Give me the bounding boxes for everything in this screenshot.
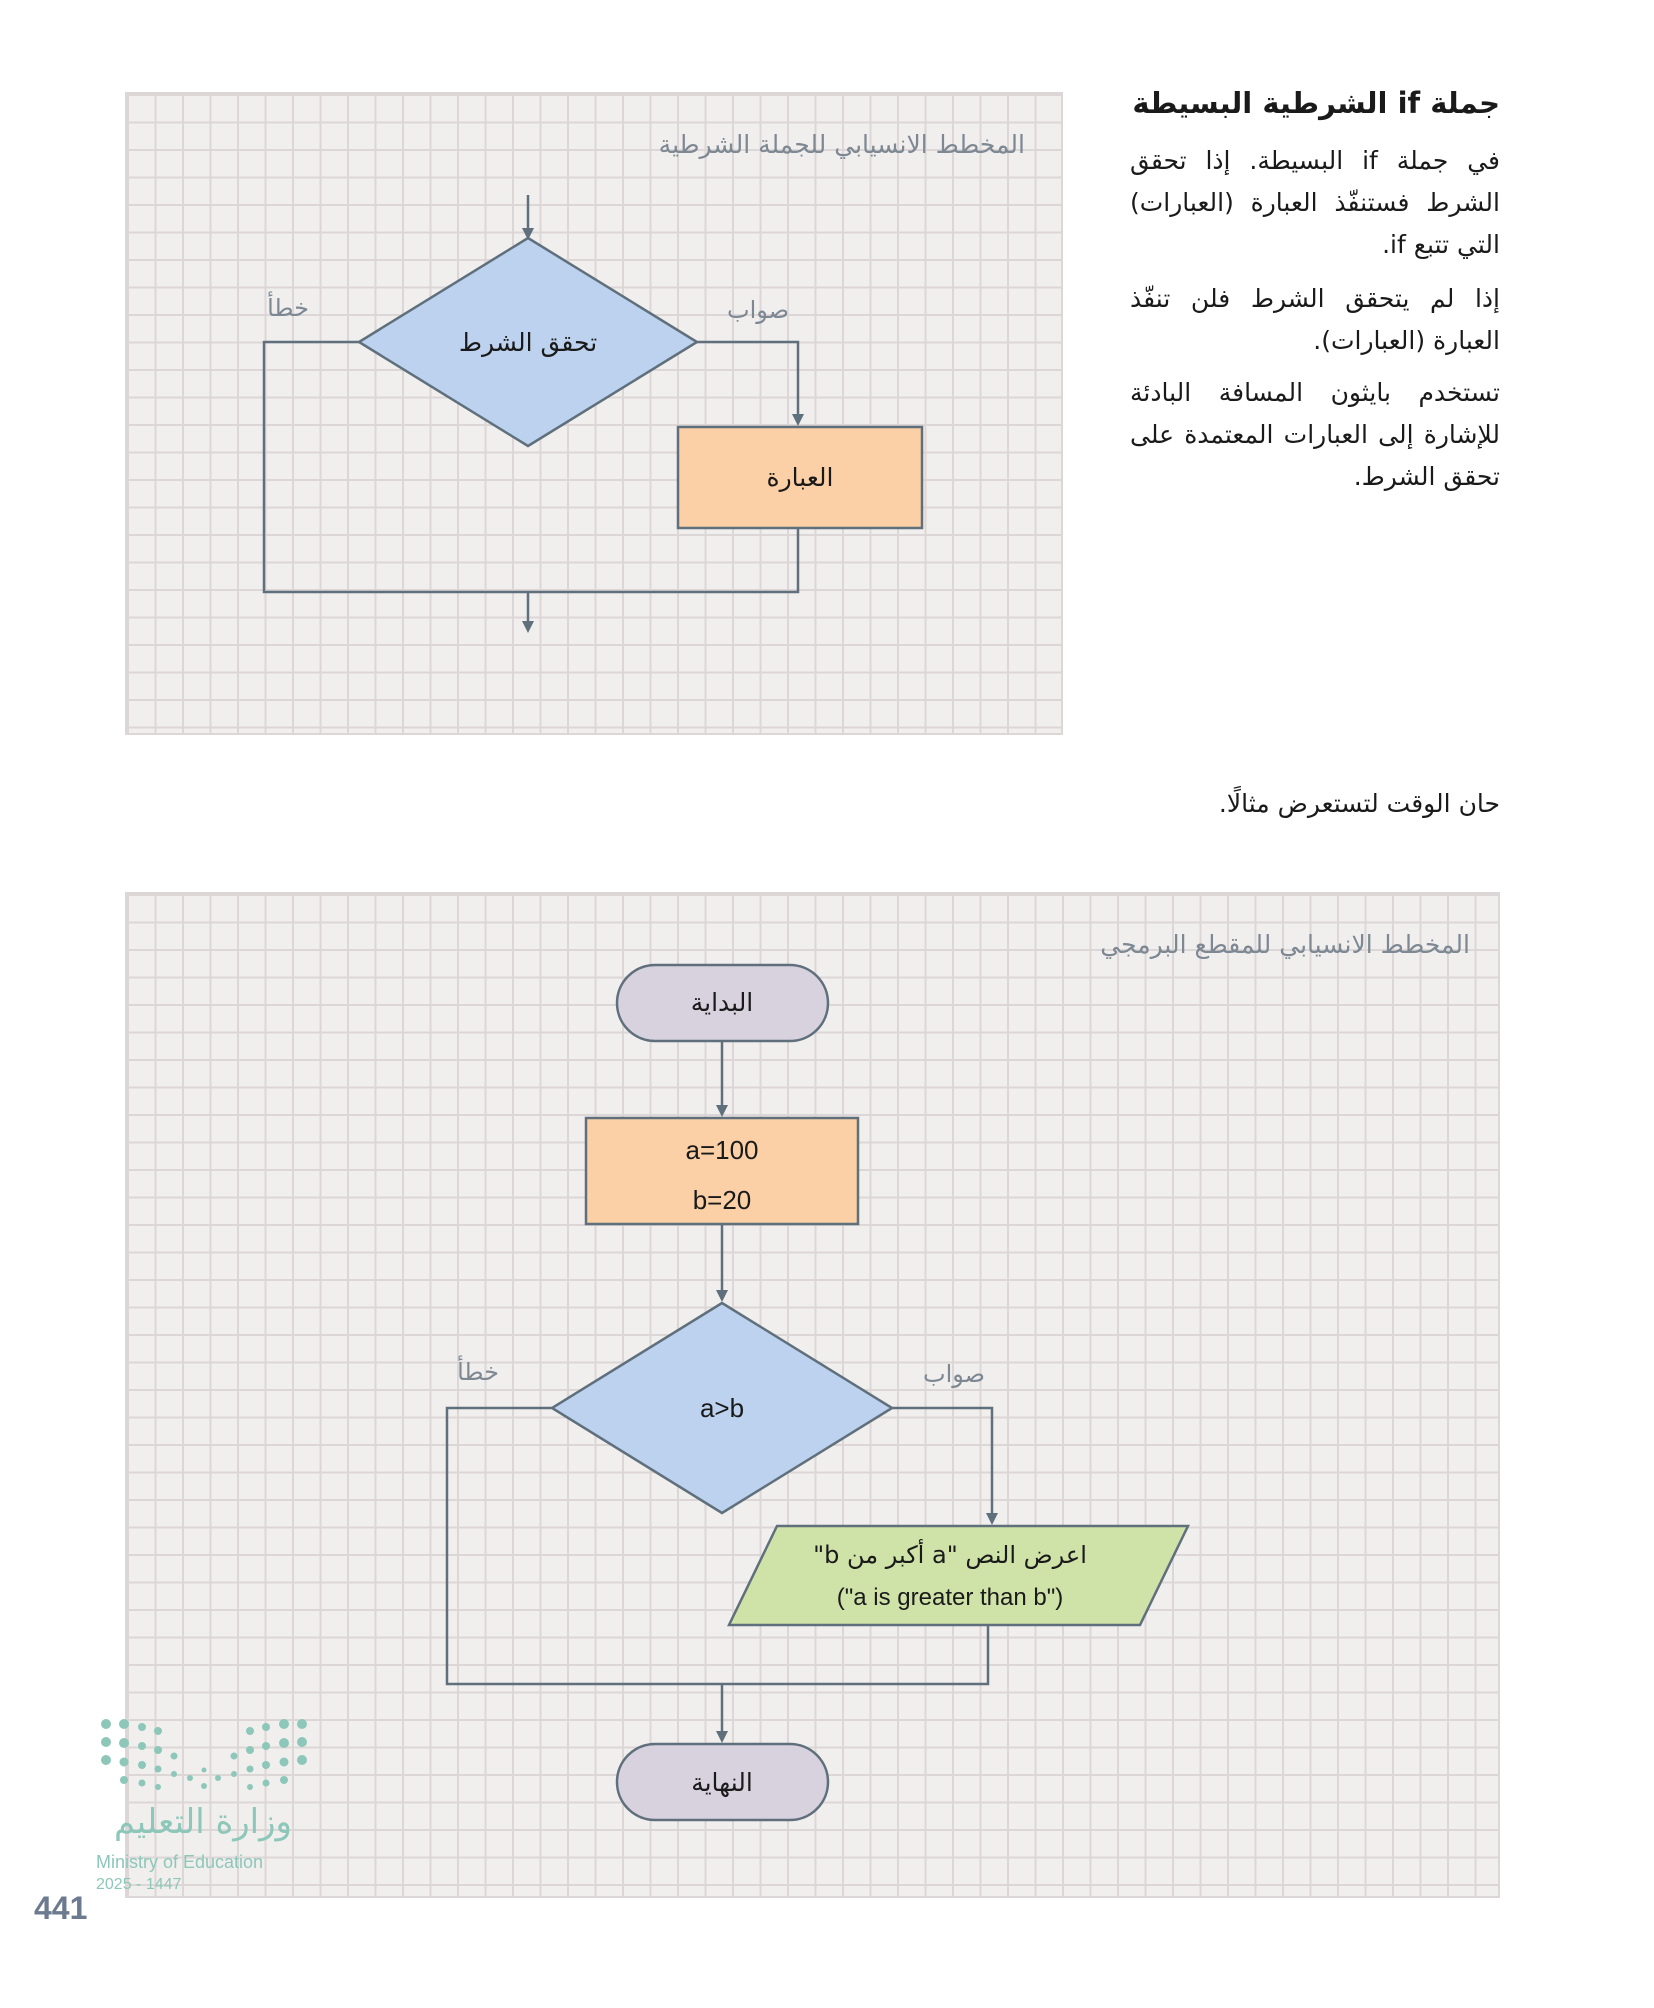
fc1-statement-text: العبارة bbox=[766, 463, 834, 492]
logo-year: 2025 - 1447 bbox=[96, 1876, 182, 1893]
flowchart2 bbox=[447, 965, 1188, 1820]
paragraph-2: إذا لم يتحقق الشرط فلن تنفّذ العبارة (العبارات). bbox=[1130, 284, 1500, 355]
fc1-true-connector bbox=[697, 342, 798, 420]
logo-english-text: Ministry of Education bbox=[96, 1852, 264, 1872]
fc2-false-label: خطأ bbox=[457, 1358, 499, 1386]
fc2-true-label: صواب bbox=[922, 1360, 986, 1388]
fc1-true-label: صواب bbox=[726, 296, 790, 324]
paragraph-1: في جملة if البسيطة. إذا تحقق الشرط فستنفّذ العبارة (العبارات) التي تتبع if. bbox=[1130, 146, 1500, 259]
flowchart1-caption: المخطط الانسيابي للجملة الشرطية bbox=[658, 130, 1025, 159]
section-title: جملة if الشرطية البسيطة bbox=[1132, 86, 1500, 120]
fc1-false-label: خطأ bbox=[267, 294, 309, 322]
fc2-end-text: النهاية bbox=[691, 1768, 753, 1797]
fc1-condition-text: تحقق الشرط bbox=[458, 328, 598, 357]
page-number: 441 bbox=[34, 1890, 88, 1926]
fc2-true-connector bbox=[892, 1408, 992, 1519]
logo-arabic-text: وزارة التعليم bbox=[114, 1802, 292, 1842]
flowchart1 bbox=[264, 195, 922, 627]
paragraph-3: تستخدم بايثون المسافة البادئة للإشارة إلى العبارات المعتمدة على تحقق الشرط. bbox=[1130, 378, 1500, 491]
fc2-output-line1: اعرض النص "a أكبر من b" bbox=[813, 1541, 1087, 1569]
fc2-assign-line2: b=20 bbox=[692, 1185, 752, 1215]
fc2-assign-line1: a=100 bbox=[685, 1135, 759, 1165]
ministry-logo-dots bbox=[101, 1719, 307, 1790]
fc2-condition-text: a>b bbox=[699, 1393, 745, 1423]
fc2-start-text: البداية bbox=[690, 988, 754, 1017]
intro-text: حان الوقت لتستعرض مثالًا. bbox=[1218, 789, 1500, 818]
flowchart2-caption: المخطط الانسيابي للمقطع البرمجي bbox=[1100, 930, 1470, 959]
fc2-output-line2: ("a is greater than b") bbox=[836, 1584, 1064, 1611]
